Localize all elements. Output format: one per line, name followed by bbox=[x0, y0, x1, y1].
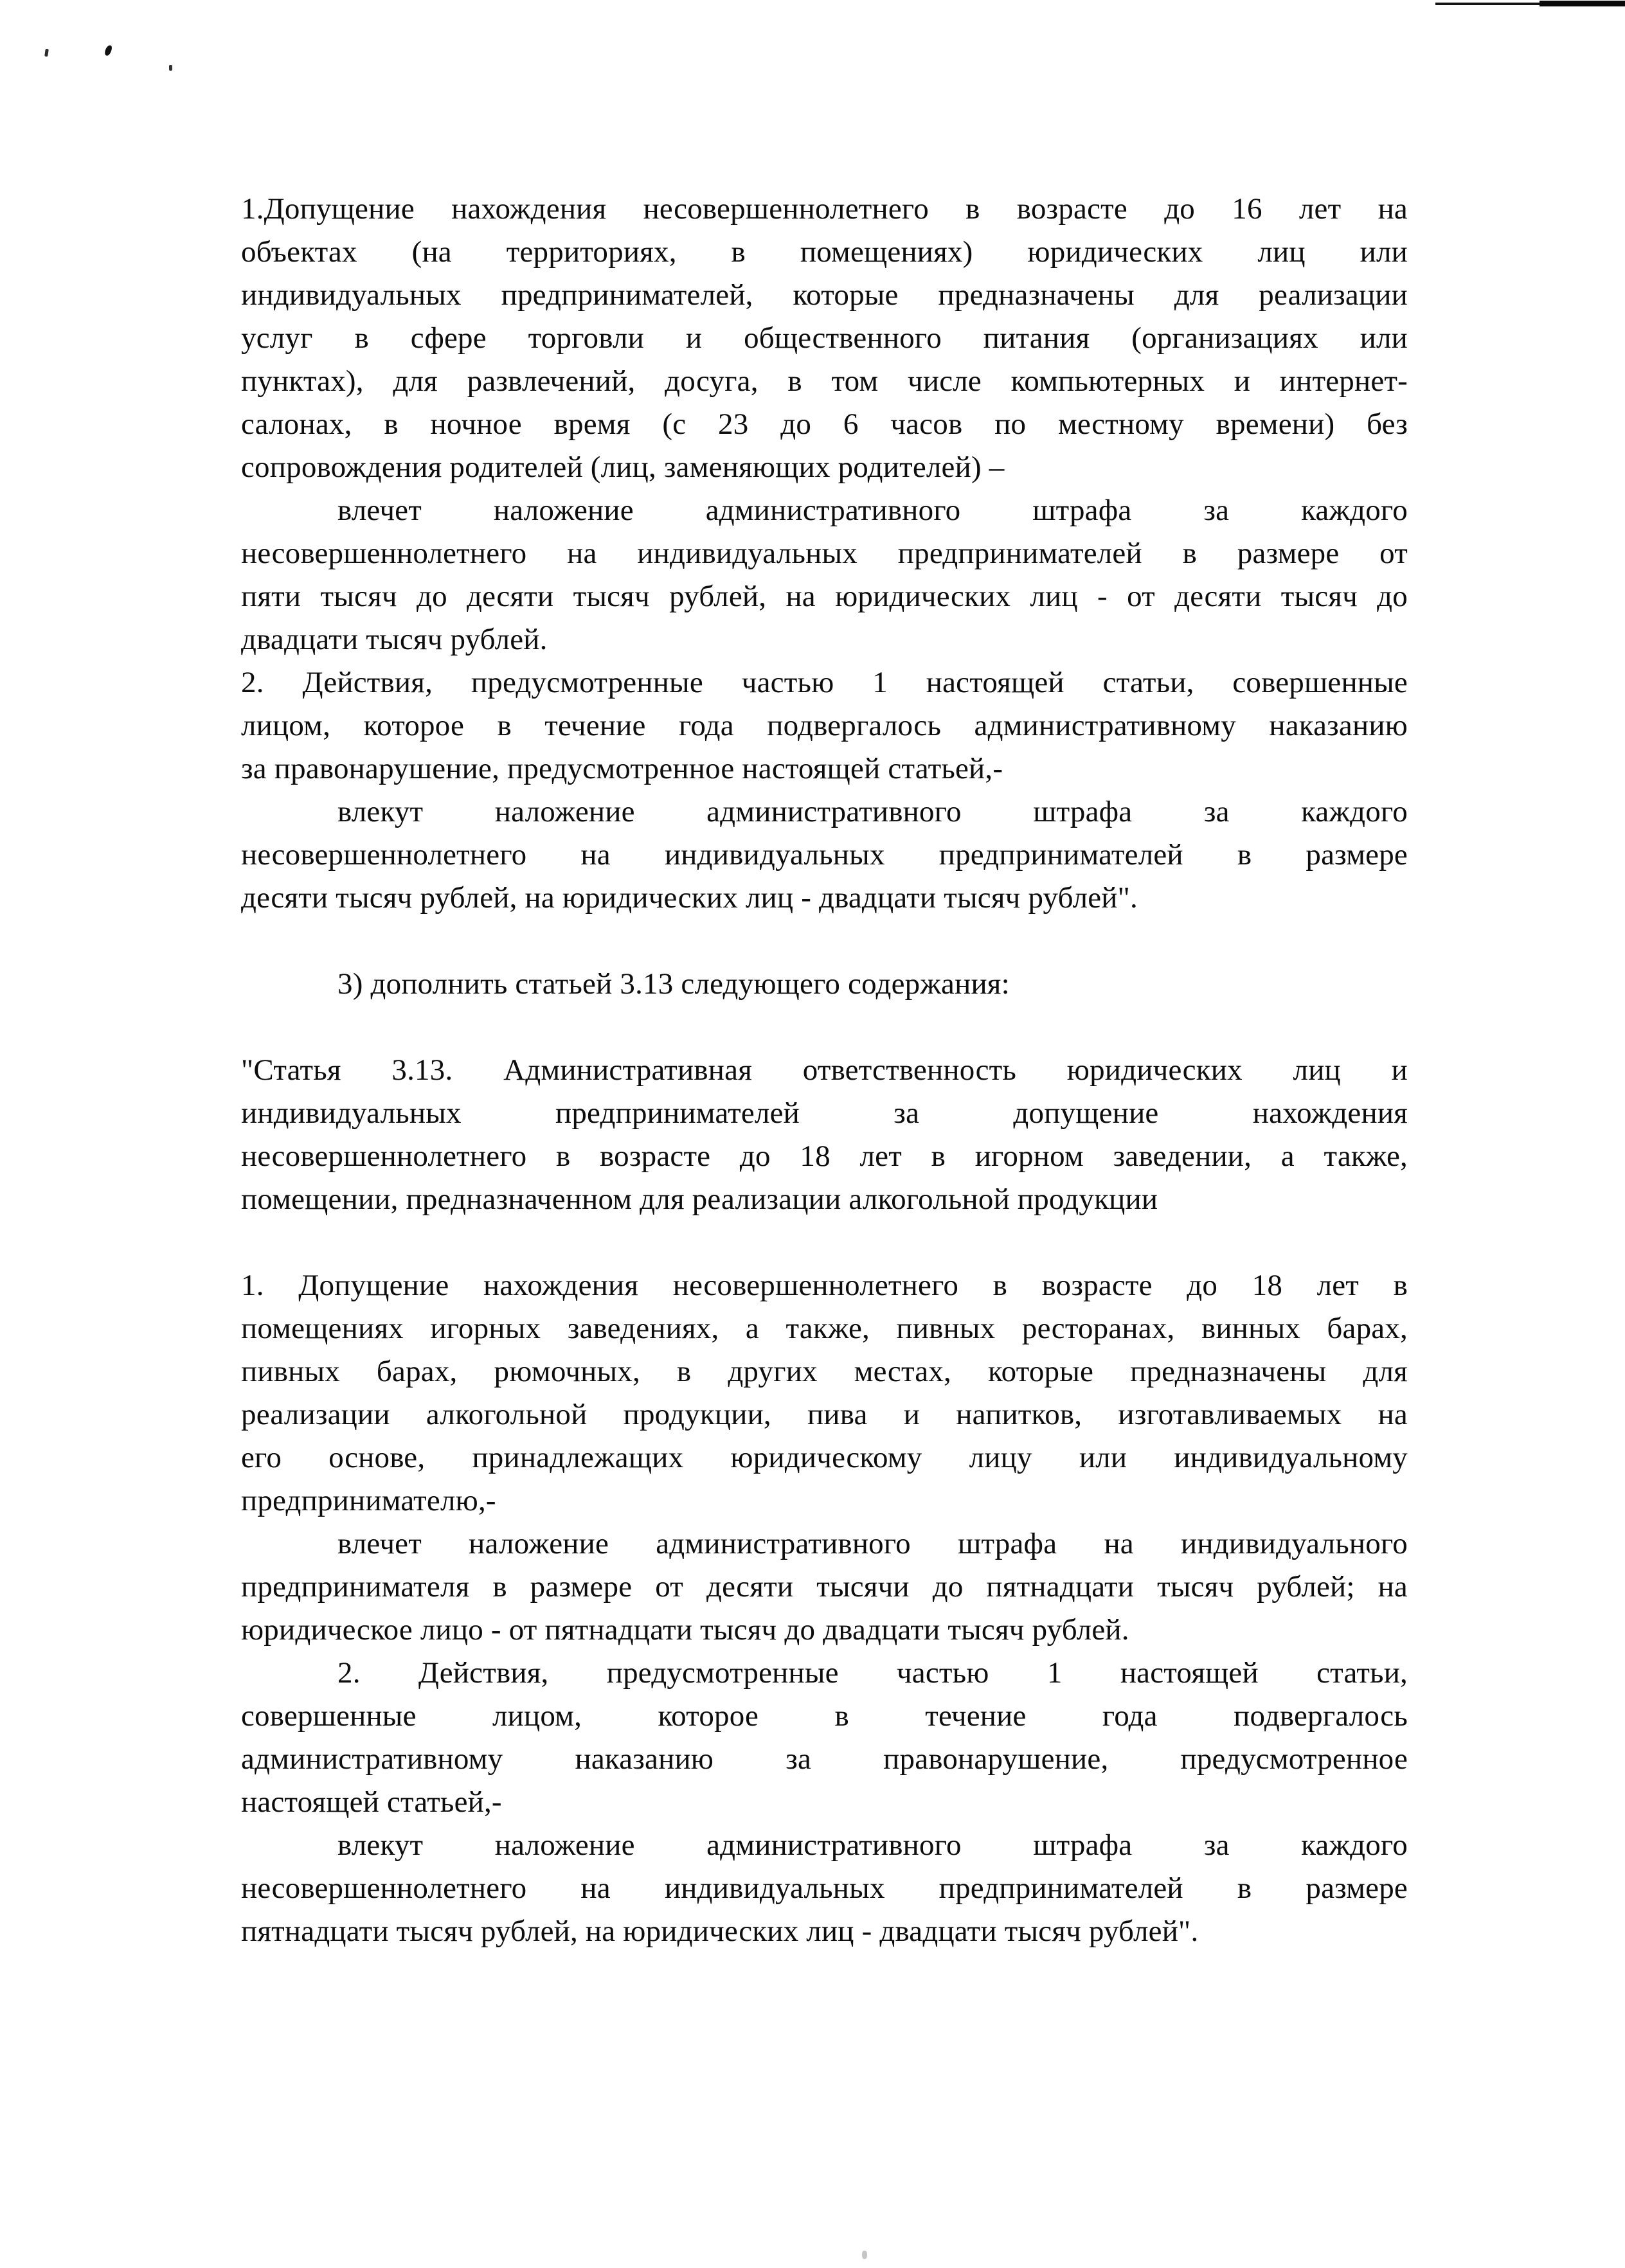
text-line: лицом, которое в течение года подвергалось административному наказанию bbox=[241, 709, 1408, 742]
text-line: его основе, принадлежащих юридическому лицу или индивидуальному bbox=[241, 1441, 1408, 1474]
text-line: объектах (на территориях, в помещениях) юридических лиц или bbox=[241, 235, 1408, 269]
text-line: 1. Допущение нахождения несовершеннолетнего в возрасте до 18 лет в bbox=[241, 1269, 1408, 1302]
text-line: 3) дополнить статьей 3.13 следующего содержания: bbox=[337, 967, 1010, 1001]
scan-artifact-speck bbox=[169, 65, 172, 71]
text-line: десяти тысяч рублей, на юридических лиц - двадцати тысяч рублей". bbox=[241, 881, 1138, 915]
paragraph bbox=[241, 489, 1408, 661]
text-line: административному наказанию за правонарушение, предусмотренное bbox=[241, 1742, 1408, 1776]
text-line: сопровождения родителей (лиц, заменяющих родителей) – bbox=[241, 451, 1005, 484]
text-line: реализации алкогольной продукции, пива и напитков, изготавливаемых на bbox=[241, 1398, 1408, 1431]
text-line: настоящей статьей,- bbox=[241, 1785, 502, 1819]
text-line: 2. Действия, предусмотренные частью 1 настоящей статьи, совершенные bbox=[241, 666, 1408, 699]
text-line: салонах, в ночное время (с 23 до 6 часов по местному времени) без bbox=[241, 407, 1408, 441]
text-line: несовершеннолетнего на индивидуальных предпринимателей в размере bbox=[241, 1871, 1408, 1905]
paragraph bbox=[241, 963, 1408, 1006]
text-line: влекут наложение административного штрафа за каждого bbox=[337, 1828, 1408, 1862]
text-line: 1.Допущение нахождения несовершеннолетнего в возрасте до 16 лет на bbox=[241, 192, 1408, 226]
paragraph bbox=[241, 1049, 1408, 1221]
scan-artifact-speck bbox=[862, 2251, 867, 2259]
scan-artifact-top-edge-line-thick bbox=[1540, 1, 1625, 6]
text-line: пивных барах, рюмочных, в других местах, которые предназначены для bbox=[241, 1355, 1408, 1388]
scan-artifact-speck bbox=[44, 49, 49, 57]
text-line: 2. Действия, предусмотренные частью 1 настоящей статьи, bbox=[337, 1656, 1408, 1690]
text-line: предпринимателю,- bbox=[241, 1484, 496, 1517]
text-line: индивидуальных предпринимателей за допущение нахождения bbox=[241, 1096, 1408, 1130]
text-line: "Статья 3.13. Административная ответственность юридических лиц и bbox=[241, 1053, 1408, 1087]
text-line: пунктах), для развлечений, досуга, в том числе компьютерных и интернет- bbox=[241, 364, 1408, 398]
paragraph bbox=[241, 790, 1408, 920]
paragraph bbox=[241, 661, 1408, 790]
text-line: за правонарушение, предусмотренное настоящей статьей,- bbox=[241, 752, 1003, 785]
text-line: предпринимателя в размере от десяти тысячи до пятнадцати тысяч рублей; на bbox=[241, 1570, 1408, 1603]
text-line: индивидуальных предпринимателей, которые предназначены для реализации bbox=[241, 278, 1408, 312]
paragraph bbox=[241, 1824, 1408, 1953]
text-line: совершенные лицом, которое в течение года подвергалось bbox=[241, 1699, 1408, 1733]
document-text-block bbox=[241, 188, 1408, 1953]
text-line: несовершеннолетнего на индивидуальных предпринимателей в размере от bbox=[241, 537, 1408, 570]
text-line: пяти тысяч до десяти тысяч рублей, на юридических лиц - от десяти тысяч до bbox=[241, 580, 1408, 613]
text-line: помещении, предназначенном для реализации алкогольной продукции bbox=[241, 1183, 1158, 1216]
text-line: влечет наложение административного штрафа на индивидуального bbox=[337, 1527, 1408, 1560]
text-line: двадцати тысяч рублей. bbox=[241, 623, 548, 656]
text-line: несовершеннолетнего на индивидуальных предпринимателей в размере bbox=[241, 838, 1408, 871]
text-line: услуг в сфере торговли и общественного питания (организациях или bbox=[241, 321, 1408, 355]
text-line: юридическое лицо - от пятнадцати тысяч до двадцати тысяч рублей. bbox=[241, 1613, 1129, 1647]
paragraph bbox=[241, 1522, 1408, 1652]
text-line: пятнадцати тысяч рублей, на юридических лиц - двадцати тысяч рублей". bbox=[241, 1915, 1199, 1948]
text-line: несовершеннолетнего в возрасте до 18 лет в игорном заведении, а также, bbox=[241, 1139, 1408, 1173]
paragraph bbox=[241, 1264, 1408, 1522]
text-line: влекут наложение административного штрафа за каждого bbox=[337, 795, 1408, 828]
text-line: помещениях игорных заведениях, а также, пивных ресторанах, винных барах, bbox=[241, 1312, 1408, 1345]
text-line: влечет наложение административного штрафа за каждого bbox=[337, 494, 1408, 527]
paragraph bbox=[241, 1652, 1408, 1824]
paragraph bbox=[241, 188, 1408, 489]
scan-artifact-speck bbox=[104, 44, 113, 57]
